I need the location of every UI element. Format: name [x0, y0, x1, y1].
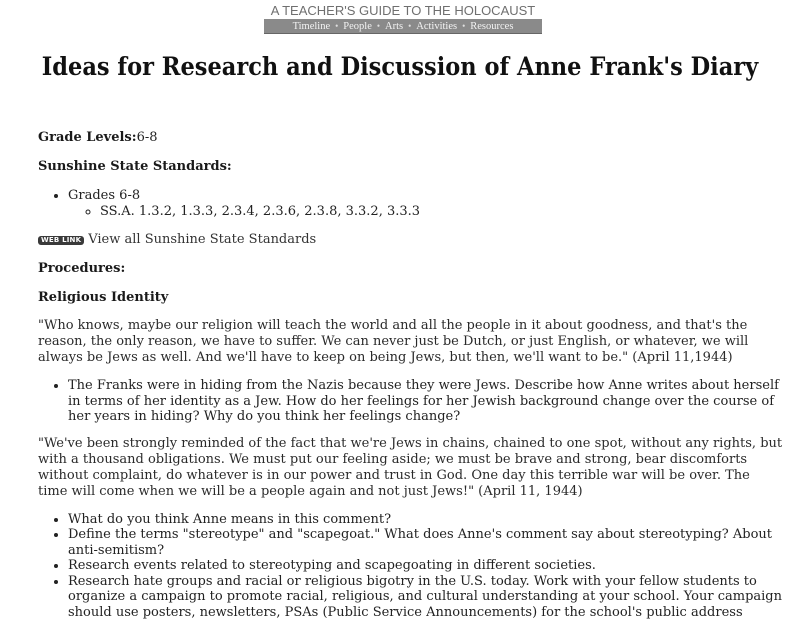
discussion-list — [38, 512, 783, 621]
grade-levels-label: Grade Levels: — [38, 130, 137, 145]
nav-resources[interactable]: Resources — [470, 20, 514, 32]
standards-list — [38, 188, 783, 219]
discussion-list — [38, 378, 783, 425]
list-item: • The Franks were in hiding from the Nazis because they were Jews. Describe how Anne writes about herself in terms of her identity as a Jew. How do her feelings for her Jewish background change over the course of her years in hiding? Why do you think her feelings change? — [68, 378, 783, 425]
nav-separator: • — [408, 21, 412, 31]
nav-separator: • — [335, 21, 339, 31]
site-nav — [264, 19, 542, 34]
web-link-row — [38, 232, 783, 248]
list-item: • What do you think Anne means in this comment? — [68, 512, 783, 528]
list-item: • Define the terms "stereotype" and "scapegoat." What does Anne's comment say about stereotyping? About anti-semitism? — [68, 527, 783, 558]
site-title[interactable]: A TEACHER'S GUIDE TO THE HOLOCAUST — [270, 3, 536, 18]
page-title: Ideas for Research and Discussion of Anne Frank's Diary — [41, 52, 759, 81]
section-title: Religious Identity — [38, 290, 169, 305]
nav-separator: • — [462, 21, 466, 31]
web-link-icon: WEB LINK — [38, 236, 84, 245]
view-all-standards-link[interactable]: View all Sunshine State Standards — [88, 232, 317, 247]
procedures-heading: Procedures: — [38, 261, 126, 276]
nav-activities[interactable]: Activities — [416, 20, 458, 32]
site-banner — [264, 4, 542, 34]
standards-grades: Grades 6-8 — [68, 188, 141, 203]
standards-heading: Sunshine State Standards: — [38, 159, 232, 174]
list-item: • Research hate groups and racial or religious bigotry in the U.S. today. Work with your fellow students to organize a campaign to promote racial, religious, and cultural understanding at your school. Your campaign should use posters, newsletters, PSAs (Public Service Announcements) for the school's public address — [68, 574, 783, 621]
diary-quote: "We've been strongly reminded of the fact that we're Jews in chains, chained to one spot, without any rights, but with a thousand obligations. We must put our feeling aside; we must be brave and strong, bear discomforts without complaint, do whatever is in our power and trust in God. One day this terrible war will be over. The time will come when we will be a people again and not just Jews!" (April 11, 1944) — [38, 435, 783, 499]
nav-arts[interactable]: Arts — [385, 20, 404, 32]
main-content — [38, 130, 783, 631]
list-item — [68, 188, 783, 219]
list-item: • Research events related to stereotyping and scapegoating in different societies. — [68, 558, 783, 574]
nav-people[interactable]: People — [343, 20, 372, 32]
list-item — [100, 204, 783, 220]
grade-levels-value: 6-8 — [136, 130, 158, 145]
standards-sublist — [68, 204, 783, 220]
diary-quote: "Who knows, maybe our religion will teach the world and all the people in it about goodness, and that's the reason, the only reason, we have to suffer. We can never just be Dutch, or just English, or whatever, we will always be Jews as well. And we'll have to keep on being Jews, but then, we'll want to be." (April 11,1944) — [38, 318, 749, 365]
nav-timeline[interactable]: Timeline — [292, 20, 331, 32]
standards-codes: SS.A. 1.3.2, 1.3.3, 2.3.4, 2.3.6, 2.3.8, 3.3.2, 3.3.3 — [100, 203, 421, 219]
nav-separator: • — [376, 21, 381, 31]
grade-levels — [38, 130, 783, 146]
